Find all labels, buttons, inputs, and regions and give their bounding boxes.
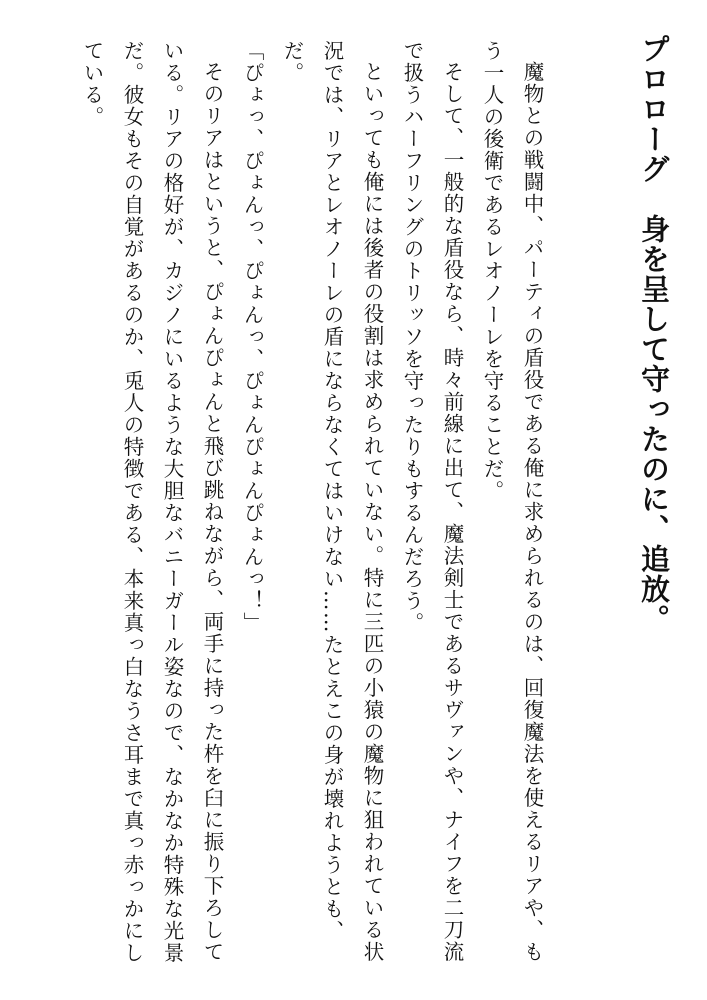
paragraph: といっても俺には後者の役割は求められていない。特に三匹の小猿の魔物に狙われている状況では、リアとレオノーレの盾にならなくてはいけない……たとえこの身が壊れようとも、だ。: [280, 40, 384, 963]
paragraph: そのリアはというと、ぴょんぴょんと飛び跳ねながら、両手に持った杵を臼に振り下ろしている。リアの格好が、カジノにいるような大胆なバニーガール姿なので、なかなか特殊な光景だ。彼女もその自覚があるのか、兎人の特徴である、本来真っ白なうさ耳まで真っ赤っかにしている。: [80, 40, 224, 964]
paragraph: そして、一般的な盾役なら、時々前線に出て、魔法剣士であるサヴァンや、ナイフを二刀流で扱うハーフリングのトリッソを守ったりもするんだろう。: [400, 40, 464, 963]
paragraph: 魔物との戦闘中、パーティの盾役である俺に求められるのは、回復魔法を使えるリアや、もう一人の後衛であるレオノーレを守ることだ。: [480, 40, 544, 963]
chapter-title: プロローグ 身を呈して守ったのに、追放。: [637, 34, 671, 634]
body-text: [72, 40, 552, 980]
dialogue-line: 「ぴょっ、ぴょんっ、ぴょんっ、ぴょんぴょんぴょんっ！」: [240, 40, 264, 634]
